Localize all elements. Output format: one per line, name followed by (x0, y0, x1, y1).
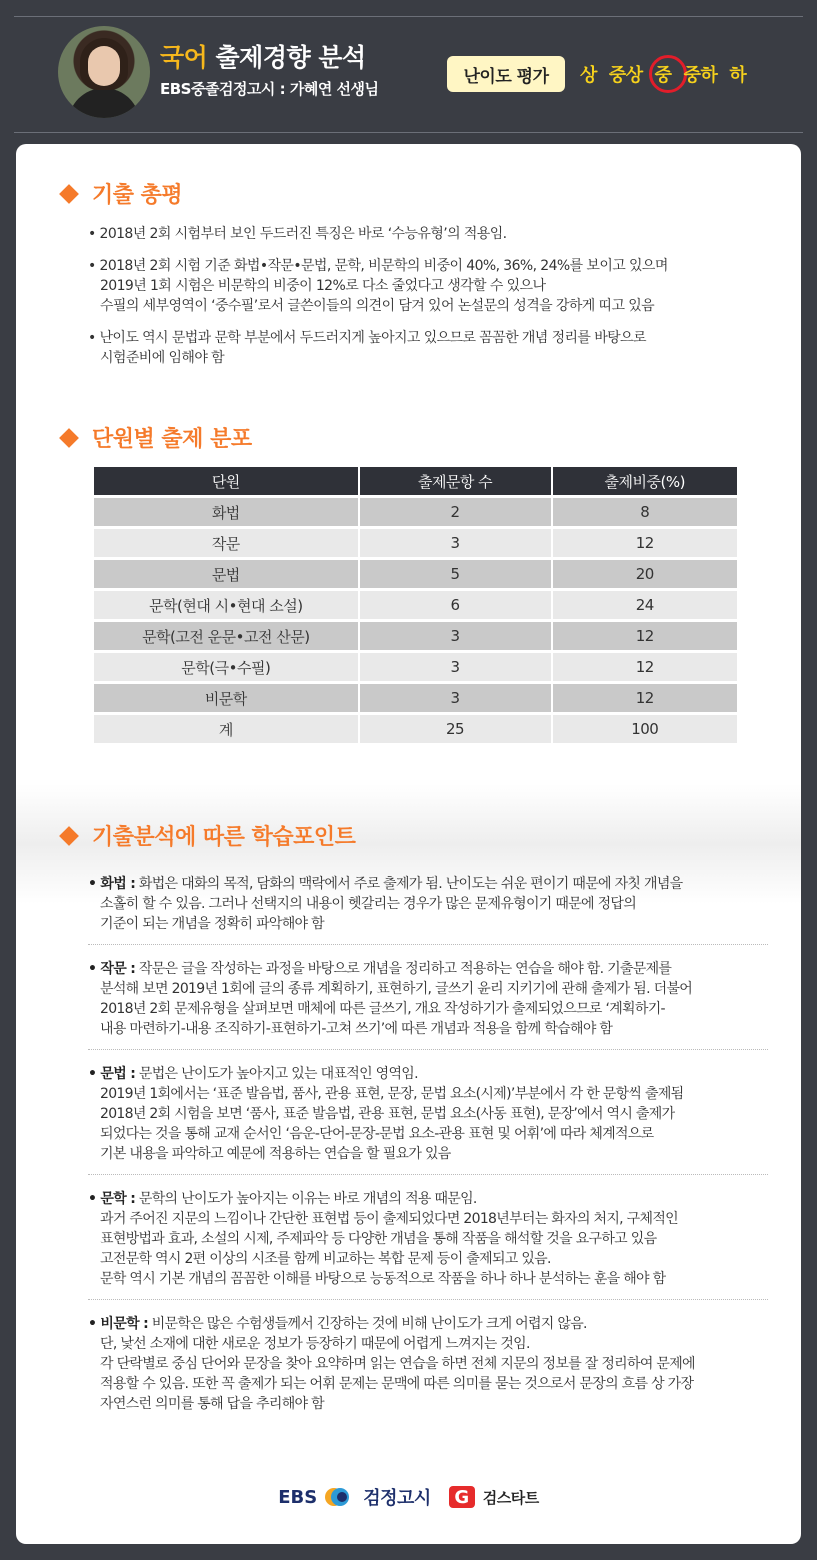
table-cell: 3 (358, 684, 551, 712)
learning-point-text: 작문은 글을 작성하는 과정을 바탕으로 개념을 정리하고 적용하는 연습을 해야 함. 기출문제를 (135, 961, 672, 977)
learning-point (88, 1064, 768, 1175)
table-cell: 화법 (94, 498, 358, 526)
section-title-review: 기출 총평 (62, 178, 182, 209)
gstart-logo-text: 검스타트 (482, 1488, 539, 1507)
learning-point-line: 자연스런 의미를 통해 답을 추리해야 함 (100, 1396, 324, 1412)
page-subtitle: EBS중졸검정고시 : 가혜연 선생님 (160, 80, 379, 98)
difficulty-level: 중상 (608, 65, 643, 86)
learning-point-text: 비문학은 많은 수험생들께서 긴장하는 것에 비해 난이도가 크게 어렵지 않음. (147, 1316, 587, 1332)
table-row (94, 715, 737, 743)
table-cell: 12 (551, 684, 737, 712)
learning-point-head: • 비문학 : (88, 1316, 148, 1332)
table-cell: 6 (358, 591, 551, 619)
difficulty-levels (580, 58, 746, 90)
difficulty-level: 하 (729, 65, 747, 86)
learning-point-line: 과거 주어진 지문의 느낌이나 간단한 표현법 등이 출제되었다면 2018년부터는 화자의 처지, 구체적인 (100, 1211, 678, 1227)
difficulty-level: 상 (580, 65, 597, 86)
list-item-line: 수필의 세부영역이 ‘중수필’로서 글쓴이들의 의견이 담겨 있어 논설문의 성격을 강하게 띠고 있음 (100, 298, 655, 314)
learning-point-line: 2018년 2회 시험을 보면 ‘품사, 표준 발음법, 관용 표현, 문법 요소(사동 표현), 문장’에서 역시 출제가 (100, 1106, 675, 1122)
table-cell: 3 (358, 529, 551, 557)
table-header-cell: 출제문항 수 (358, 467, 551, 495)
learning-point-line (88, 1189, 768, 1209)
diamond-icon (59, 826, 79, 846)
table-cell: 계 (94, 715, 358, 743)
table-row (94, 684, 737, 712)
learning-point-text: 문법은 난이도가 높아지고 있는 대표적인 영역임. (135, 1066, 418, 1082)
learning-point-line (88, 1314, 768, 1334)
list-item (88, 328, 768, 368)
distribution-table (94, 464, 737, 746)
learning-point-text: 화법은 대화의 목적, 담화의 맥락에서 주로 출제가 됨. 난이도는 쉬운 편이기 때문에 자칫 개념을 (135, 876, 683, 892)
table-cell: 문학(극•수필) (94, 653, 358, 681)
learning-point-line: 적용할 수 있음. 또한 꼭 출제가 되는 어휘 문제는 문맥에 따른 의미를 묻는 것으로서 문장의 흐름 상 가장 (100, 1376, 694, 1392)
ebs-logo-text: EBS (278, 1486, 318, 1508)
header (0, 18, 817, 136)
learning-point-line (88, 874, 768, 894)
list-item-line: • 2018년 2회 시험 기준 화법•작문•문법, 문학, 비문학의 비중이 40%, 36%, 24%를 보이고 있으며 (88, 258, 668, 274)
table-cell: 3 (358, 622, 551, 650)
learning-point-line: 고전문학 역시 2편 이상의 시조를 함께 비교하는 복합 문제 등이 출제되고 있음. (100, 1251, 551, 1267)
review-list (88, 224, 768, 380)
learning-point-line: 표현방법과 효과, 소설의 시제, 주제파악 등 다양한 개념을 통해 작품을 해석할 것을 요구하고 있음 (100, 1231, 657, 1247)
learning-point-head: • 화법 : (88, 876, 136, 892)
learning-point-head: • 문법 : (88, 1066, 136, 1082)
learning-point-line: 내용 마련하기-내용 조직하기-표현하기-고쳐 쓰기’에 따른 개념과 적용을 함께 학습해야 함 (100, 1021, 613, 1037)
diamond-icon (59, 428, 79, 448)
points-list (88, 874, 768, 1438)
learning-point (88, 1189, 768, 1300)
table-row (94, 498, 737, 526)
learning-point (88, 959, 768, 1050)
table-row (94, 591, 737, 619)
learning-point-line: 소홀히 할 수 있음. 그러나 선택지의 내용이 헷갈리는 경우가 많은 문제유형이기 때문에 정답의 (100, 896, 637, 912)
learning-point-line: 기준이 되는 개념을 정확히 파악해야 함 (100, 916, 324, 932)
table-header-cell: 단원 (94, 467, 358, 495)
table-cell: 문학(고전 운문•고전 산문) (94, 622, 358, 650)
table-cell: 100 (551, 715, 737, 743)
learning-point-text: 문학의 난이도가 높아지는 이유는 바로 개념의 적용 때문임. (135, 1191, 477, 1207)
learning-point-line: 단, 낯선 소재에 대한 새로운 정보가 등장하기 때문에 어렵게 느껴지는 것임. (100, 1336, 530, 1352)
table-cell: 25 (358, 715, 551, 743)
top-divider (14, 16, 803, 17)
table-cell: 문학(현대 시•현대 소설) (94, 591, 358, 619)
list-item-line: • 2018년 2회 시험부터 보인 두드러진 특징은 바로 ‘수능유형’의 적용임. (88, 226, 507, 242)
table-cell: 문법 (94, 560, 358, 588)
table-cell: 5 (358, 560, 551, 588)
learning-point-head: • 문학 : (88, 1191, 136, 1207)
list-item-line: • 난이도 역시 문법과 문학 부분에서 두드러지게 높아지고 있으므로 꼼꼼한 개념 정리를 바탕으로 (88, 330, 646, 346)
table-cell: 20 (551, 560, 737, 588)
table-cell: 8 (551, 498, 737, 526)
learning-point (88, 1314, 768, 1424)
table-row (94, 653, 737, 681)
table-cell: 2 (358, 498, 551, 526)
list-item (88, 224, 768, 244)
table-header-cell: 출제비중(%) (551, 467, 737, 495)
table-cell: 3 (358, 653, 551, 681)
difficulty-label: 난이도 평가 (447, 56, 565, 92)
learning-point-line: 각 단락별로 중심 단어와 문장을 찾아 요약하며 읽는 연습을 하면 전체 지문의 정보를 잘 정리하여 문제에 (100, 1356, 695, 1372)
table-row (94, 529, 737, 557)
table-row (94, 622, 737, 650)
section-title-distribution: 단원별 출제 분포 (62, 422, 252, 453)
learning-point (88, 874, 768, 945)
learning-point-line: 2018년 2회 문제유형을 살펴보면 매체에 따른 글쓰기, 개요 작성하기가 출제되었으므로 ‘계획하기- (100, 1001, 665, 1017)
ebs-logo-icon (325, 1488, 355, 1506)
table-cell: 12 (551, 653, 737, 681)
table-cell: 비문학 (94, 684, 358, 712)
table-row (94, 560, 737, 588)
list-item-line: 2019년 1회 시험은 비문학의 비중이 12%로 다소 줄었다고 생각할 수 있으나 (100, 278, 546, 294)
difficulty-level: 중 (655, 61, 672, 87)
footer-logos (16, 1484, 801, 1510)
page-title: 국어 출제경향 분석 (160, 43, 366, 72)
list-item (88, 256, 768, 316)
table-cell: 12 (551, 622, 737, 650)
teacher-avatar (58, 26, 150, 118)
difficulty-level: 중하 (683, 65, 718, 86)
learning-point-line: 기본 내용을 파악하고 예문에 적용하는 연습을 할 필요가 있음 (100, 1146, 451, 1162)
section-title-points: 기출분석에 따른 학습포인트 (62, 820, 355, 851)
table-cell: 작문 (94, 529, 358, 557)
learning-point-line: 분석해 보면 2019년 1회에 글의 종류 계획하기, 표현하기, 글쓰기 윤리 지키기에 관해 출제가 됨. 더불어 (100, 981, 693, 997)
learning-point-line: 2019년 1회에서는 ‘표준 발음법, 품사, 관용 표현, 문장, 문법 요소(시제)’부분에서 각 한 문항씩 출제됨 (100, 1086, 684, 1102)
exam-logo-text: 검정고시 (363, 1488, 431, 1509)
learning-point-line (88, 1064, 768, 1084)
diamond-icon (59, 184, 79, 204)
gstart-logo-icon: G (449, 1486, 475, 1508)
table-cell: 24 (551, 591, 737, 619)
list-item-line: 시험준비에 임해야 함 (100, 350, 225, 366)
table-cell: 12 (551, 529, 737, 557)
content-card (16, 144, 801, 1544)
learning-point-head: • 작문 : (88, 961, 136, 977)
learning-point-line (88, 959, 768, 979)
learning-point-line: 되었다는 것을 통해 교재 순서인 ‘음운-단어-문장-문법 요소-관용 표현 및 어휘’에 따라 체계적으로 (100, 1126, 654, 1142)
learning-point-line: 문학 역시 기본 개념의 꼼꼼한 이해를 바탕으로 능동적으로 작품을 하나 하나 분석하는 훈을 해야 함 (100, 1271, 666, 1287)
